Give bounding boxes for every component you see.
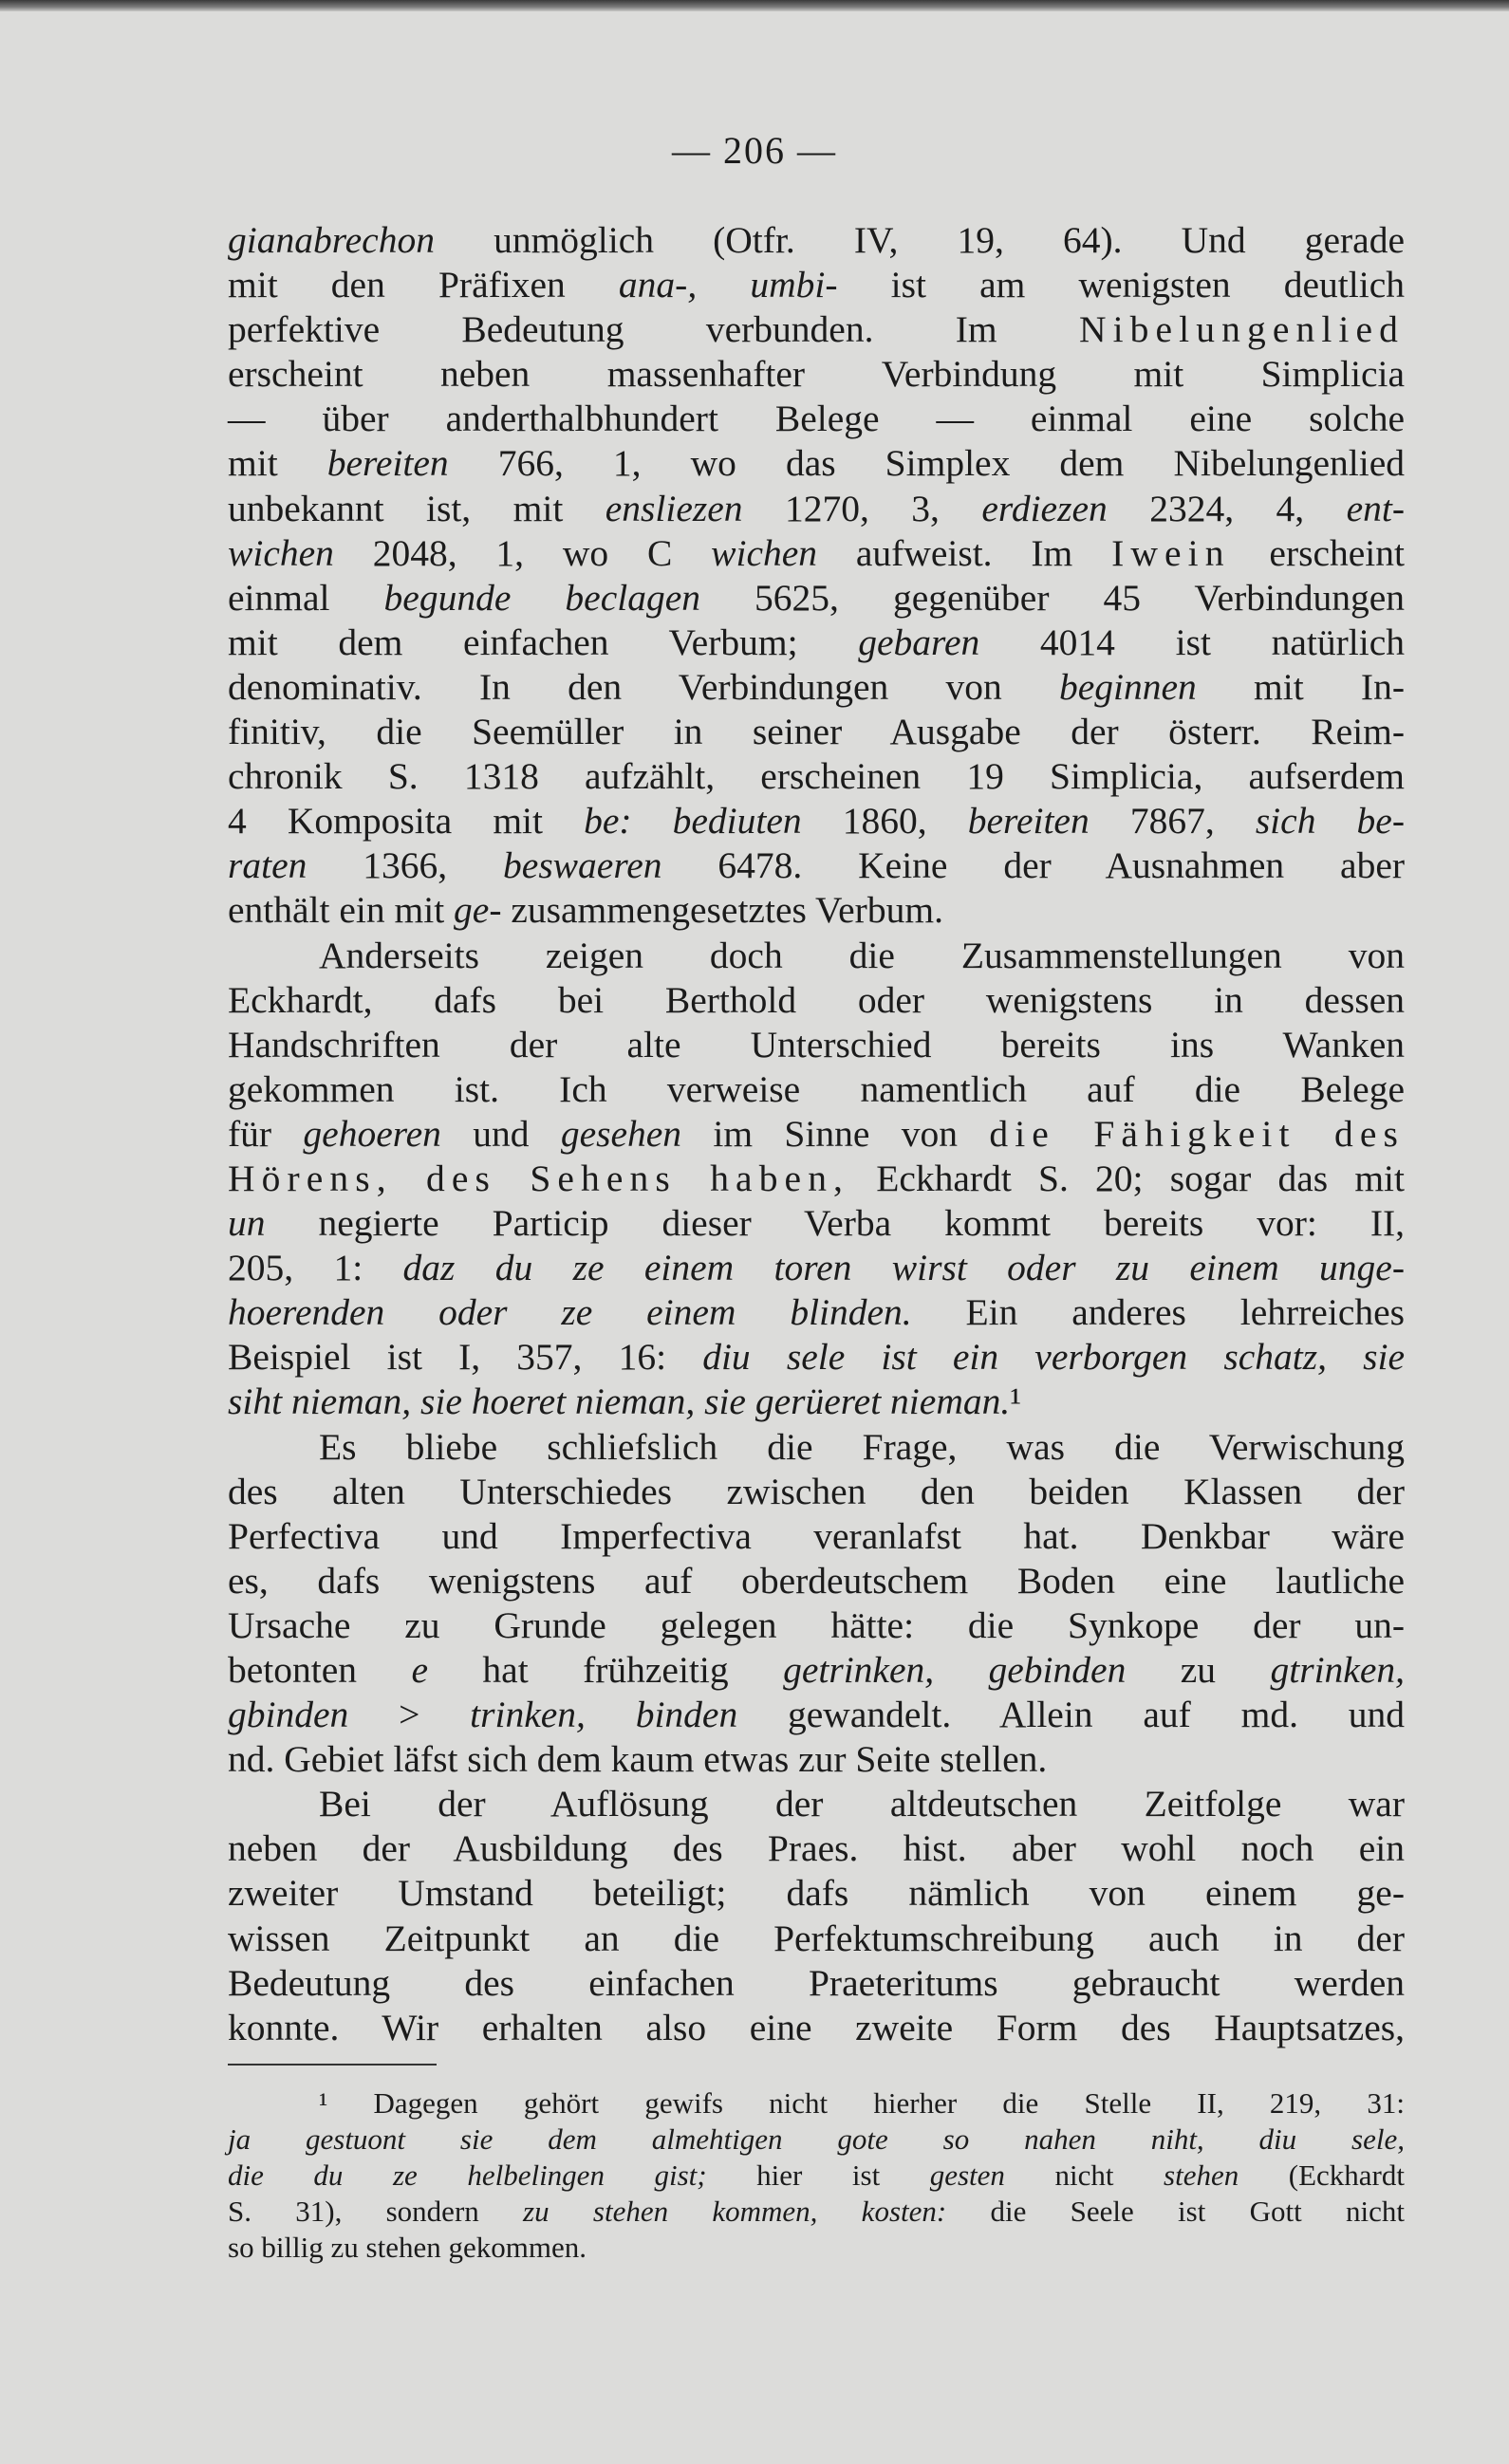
body-line — [228, 1917, 1405, 1961]
body-text-run: mit In- — [1196, 665, 1405, 708]
body-line — [228, 665, 1405, 710]
body-text — [228, 218, 1405, 2050]
body-text-run: 1860, — [801, 800, 968, 843]
footnote-text-run: zu stehen kommen, kosten: — [523, 2195, 947, 2228]
body-text-run: Es bliebe schliefslich die Frage, was die Verwischung — [319, 1425, 1405, 1468]
body-text-run: mit — [228, 442, 327, 485]
footnotes — [228, 2085, 1405, 2266]
body-line — [228, 1826, 1405, 1871]
body-line — [228, 576, 1405, 621]
footnote-text-run: ¹ Dagegen gehört gewifs nicht hierher die Stelle II, 219, 31: — [319, 2086, 1405, 2120]
body-line — [228, 1157, 1405, 1201]
body-line — [228, 531, 1405, 576]
body-text-run: wichen — [228, 531, 334, 574]
body-text-run: getrinken, gebinden — [783, 1649, 1127, 1691]
body-text-run: Bei der Auflösung der altdeutschen Zeitfolge war — [319, 1783, 1405, 1825]
body-text-run: ensliezen — [605, 487, 743, 529]
body-text-run: erscheint neben massenhafter Verbindung mit Simplicia — [228, 353, 1405, 396]
footnote-text-run: hier ist — [706, 2158, 930, 2192]
body-text-run: Ein anderes lehrreiches — [911, 1291, 1406, 1334]
body-text-run: Nibelungenlied — [1078, 308, 1405, 351]
body-line — [228, 1290, 1405, 1335]
body-text-run: negierte Particip dieser Verba kommt bereits vor: II, — [265, 1202, 1405, 1245]
body-text-run: erscheint — [1230, 531, 1405, 574]
body-text-run: erdiezen — [981, 487, 1108, 529]
page-number: — 206 — — [672, 129, 837, 172]
body-line — [228, 1425, 1405, 1470]
body-line — [228, 1067, 1405, 1112]
body-text-run: Eckhardt, dafs bei Berthold oder wenigstens in dessen — [228, 978, 1405, 1021]
body-text-run: hat frühzeitig — [427, 1649, 784, 1691]
body-text-run: gianabrechon — [228, 219, 435, 261]
body-text-run: gewandelt. Allein auf md. und — [737, 1694, 1405, 1736]
body-line — [228, 1782, 1405, 1826]
body-text-run: mit dem einfachen Verbum; — [228, 621, 859, 663]
body-line — [228, 1470, 1405, 1514]
body-text-run: des alten Unterschiedes zwischen den beiden Klassen der — [228, 1470, 1405, 1512]
body-line — [228, 1335, 1405, 1380]
body-text-run: enthält ein mit — [228, 889, 455, 932]
body-text-run: denominativ. In den Verbindungen von — [228, 665, 1059, 708]
body-line — [228, 1693, 1405, 1737]
body-text-run: zu — [1126, 1649, 1271, 1691]
body-text-run: — über anderthalbhundert Belege — einmal eine solche — [228, 398, 1405, 440]
body-line — [228, 1737, 1405, 1782]
body-line — [228, 710, 1405, 754]
body-text-run: chronik S. 1318 aufzählt, erscheinen 19 Simplicia, aufserdem — [228, 755, 1405, 798]
body-text-run: wissen Zeitpunkt an die Perfektumschreibung auch in der — [228, 1917, 1405, 1959]
footnote-text-run: S. 31), sondern — [228, 2195, 524, 2228]
body-line — [228, 487, 1405, 531]
body-line — [228, 843, 1405, 888]
body-text-run: gehoeren — [303, 1112, 441, 1155]
body-text-run: Ursache zu Grunde gelegen hätte: die Synkope der un- — [228, 1603, 1405, 1646]
footnote-line — [228, 2158, 1405, 2194]
footnote-line — [228, 2230, 1405, 2266]
body-line — [228, 218, 1405, 263]
body-text-run: Perfectiva und Imperfectiva veranlafst hat. Denkbar wäre — [228, 1514, 1405, 1557]
body-text-run: ist am wenigsten deutlich — [837, 264, 1405, 306]
body-text-run: bereiten — [967, 800, 1090, 843]
scan-edge — [0, 0, 1509, 11]
body-text-run: raten — [228, 844, 307, 887]
body-text-run: zweiter Umstand beteiligt; dafs nämlich von einem ge- — [228, 1872, 1405, 1915]
body-text-run: ¹ — [1010, 1380, 1022, 1423]
body-text-run: gbinden — [228, 1694, 349, 1736]
body-text-run: daz du ze einem toren wirst oder zu einem unge- — [402, 1247, 1405, 1289]
footnote-separator — [228, 2064, 437, 2066]
body-text-run: un — [228, 1202, 266, 1245]
body-text-run: finitiv, die Seemüller in seiner Ausgabe der österr. Reim- — [228, 711, 1405, 753]
body-text-run: diu sele ist ein verborgen schatz, sie — [702, 1336, 1405, 1379]
body-line — [228, 397, 1405, 441]
body-text-run: gesehen — [560, 1112, 682, 1155]
body-line — [228, 1871, 1405, 1916]
body-text-run: neben der Ausbildung des Praes. hist. aber wohl noch ein — [228, 1827, 1405, 1870]
body-line — [228, 352, 1405, 397]
body-line — [228, 934, 1405, 978]
footnote-text-run: nicht — [1004, 2158, 1164, 2192]
body-text-run: konnte. Wir erhalten also eine zweite Form des Hauptsatzes, — [228, 2006, 1405, 2048]
body-text-run: gekommen ist. Ich verweise namentlich auf die Belege — [228, 1067, 1405, 1110]
footnote-text-run: die Seele ist Gott nicht — [946, 2195, 1405, 2228]
body-line — [228, 799, 1405, 843]
body-text-run: 2324, 4, — [1107, 487, 1347, 529]
body-text-run — [697, 264, 750, 306]
body-text-run: Bedeutung des einfachen Praeteritums gebraucht werden — [228, 1961, 1405, 2004]
body-text-run: 2048, 1, wo C — [333, 531, 712, 574]
body-line — [228, 263, 1405, 307]
body-text-run: 7867, — [1089, 800, 1256, 843]
footnote-text-run: stehen — [1164, 2158, 1239, 2192]
body-line — [228, 1246, 1405, 1290]
body-text-run: ge- — [454, 889, 502, 932]
footnote-text-run: (Eckhardt — [1239, 2158, 1405, 2192]
body-text-run: gebaren — [858, 621, 980, 663]
body-text-run: sich be- — [1255, 800, 1405, 843]
body-line — [228, 1961, 1405, 2006]
body-text-run: perfektive Bedeutung verbunden. Im — [228, 308, 1079, 351]
body-line — [228, 1112, 1405, 1157]
body-text-run: und — [440, 1112, 561, 1155]
body-text-run: unbekannt ist, mit — [228, 487, 605, 529]
body-text-run: aufweist. Im — [817, 531, 1112, 574]
body-text-run: Handschriften der alte Unterschied bereits ins Wanken — [228, 1023, 1405, 1065]
body-line — [228, 978, 1405, 1023]
body-text-run: bereiten — [326, 442, 449, 485]
body-text-run: 1270, 3, — [742, 487, 982, 529]
footnote-line — [228, 2121, 1405, 2158]
body-line — [228, 2006, 1405, 2050]
body-text-run: beginnen — [1059, 665, 1197, 708]
body-line — [228, 1380, 1405, 1424]
body-text-run: 4014 ist natürlich — [979, 621, 1405, 663]
body-text-run: 4 Komposita mit — [228, 800, 585, 843]
body-line — [228, 1559, 1405, 1603]
body-text-run: im Sinne von — [681, 1112, 990, 1155]
body-text-run: > — [348, 1694, 471, 1736]
body-text-run: 205, 1: — [228, 1247, 403, 1289]
footnote-line — [228, 2085, 1405, 2121]
body-line — [228, 888, 1405, 933]
body-text-run: zusammengesetztes Verbum. — [501, 889, 943, 932]
body-text-run: beswaeren — [503, 844, 662, 887]
body-text-run: Beispiel ist I, 357, 16: — [228, 1336, 703, 1379]
body-text-run: ent- — [1346, 487, 1406, 529]
body-line — [228, 621, 1405, 665]
body-line — [228, 1201, 1405, 1246]
body-text-run: ana-, — [618, 264, 698, 306]
body-text-run: einmal — [228, 576, 384, 619]
footnote-text-run: ja gestuont sie dem almehtigen gote so nahen niht, diu sele, — [228, 2122, 1405, 2156]
body-text-run: nd. Gebiet läfst sich dem kaum etwas zur Seite stellen. — [228, 1738, 1048, 1781]
body-text-run: die Fähigkeit des — [989, 1112, 1405, 1155]
body-text-run: Anderseits zeigen doch die Zusammenstellungen von — [319, 934, 1405, 976]
body-text-run: 5625, gegenüber 45 Verbindungen — [700, 576, 1405, 619]
body-text-run: begunde beclagen — [383, 576, 700, 619]
footnote-text-run: gesten — [929, 2158, 1005, 2192]
body-line — [228, 1514, 1405, 1559]
body-text-run: trinken, binden — [470, 1694, 738, 1736]
body-text-run: mit den Präfixen — [228, 264, 619, 306]
body-line — [228, 1603, 1405, 1648]
body-text-run: e — [411, 1649, 428, 1691]
body-text-run: unmöglich (Otfr. IV, 19, 64). Und gerade — [434, 219, 1405, 261]
body-text-run: be: bediuten — [584, 800, 802, 843]
book-page — [0, 11, 1509, 2464]
body-text-run: 6478. Keine der Ausnahmen aber — [661, 844, 1406, 887]
footnote-text-run: so billig zu stehen gekommen. — [228, 2231, 587, 2264]
body-text-run: umbi- — [750, 264, 838, 306]
body-text-run: es, dafs wenigstens auf oberdeutschem Boden eine lautliche — [228, 1559, 1405, 1602]
body-text-run: Eckhardt S. 20; sogar das mit — [849, 1157, 1405, 1199]
body-text-run: 766, 1, wo das Simplex dem Nibelungenlied — [448, 442, 1405, 485]
body-text-run: gtrinken, — [1270, 1649, 1405, 1691]
body-text-run: siht nieman, sie hoeret nieman, sie gerüeret nieman. — [228, 1380, 1011, 1423]
body-line — [228, 441, 1405, 486]
body-line — [228, 307, 1405, 352]
body-text-run: Iwein — [1111, 531, 1231, 574]
body-text-run: wichen — [711, 531, 818, 574]
body-line — [228, 754, 1405, 799]
body-text-run: für — [228, 1112, 304, 1155]
body-line — [228, 1648, 1405, 1693]
body-text-run: Hörens, des Sehens haben, — [228, 1157, 850, 1199]
footnote-text-run: die du ze helbelingen gist; — [228, 2158, 707, 2192]
body-line — [228, 1023, 1405, 1067]
footnote-line — [228, 2194, 1405, 2230]
body-text-run: hoerenden oder ze einem blinden. — [228, 1291, 912, 1334]
body-text-run: 1366, — [307, 844, 504, 887]
body-text-run: betonten — [228, 1649, 412, 1691]
